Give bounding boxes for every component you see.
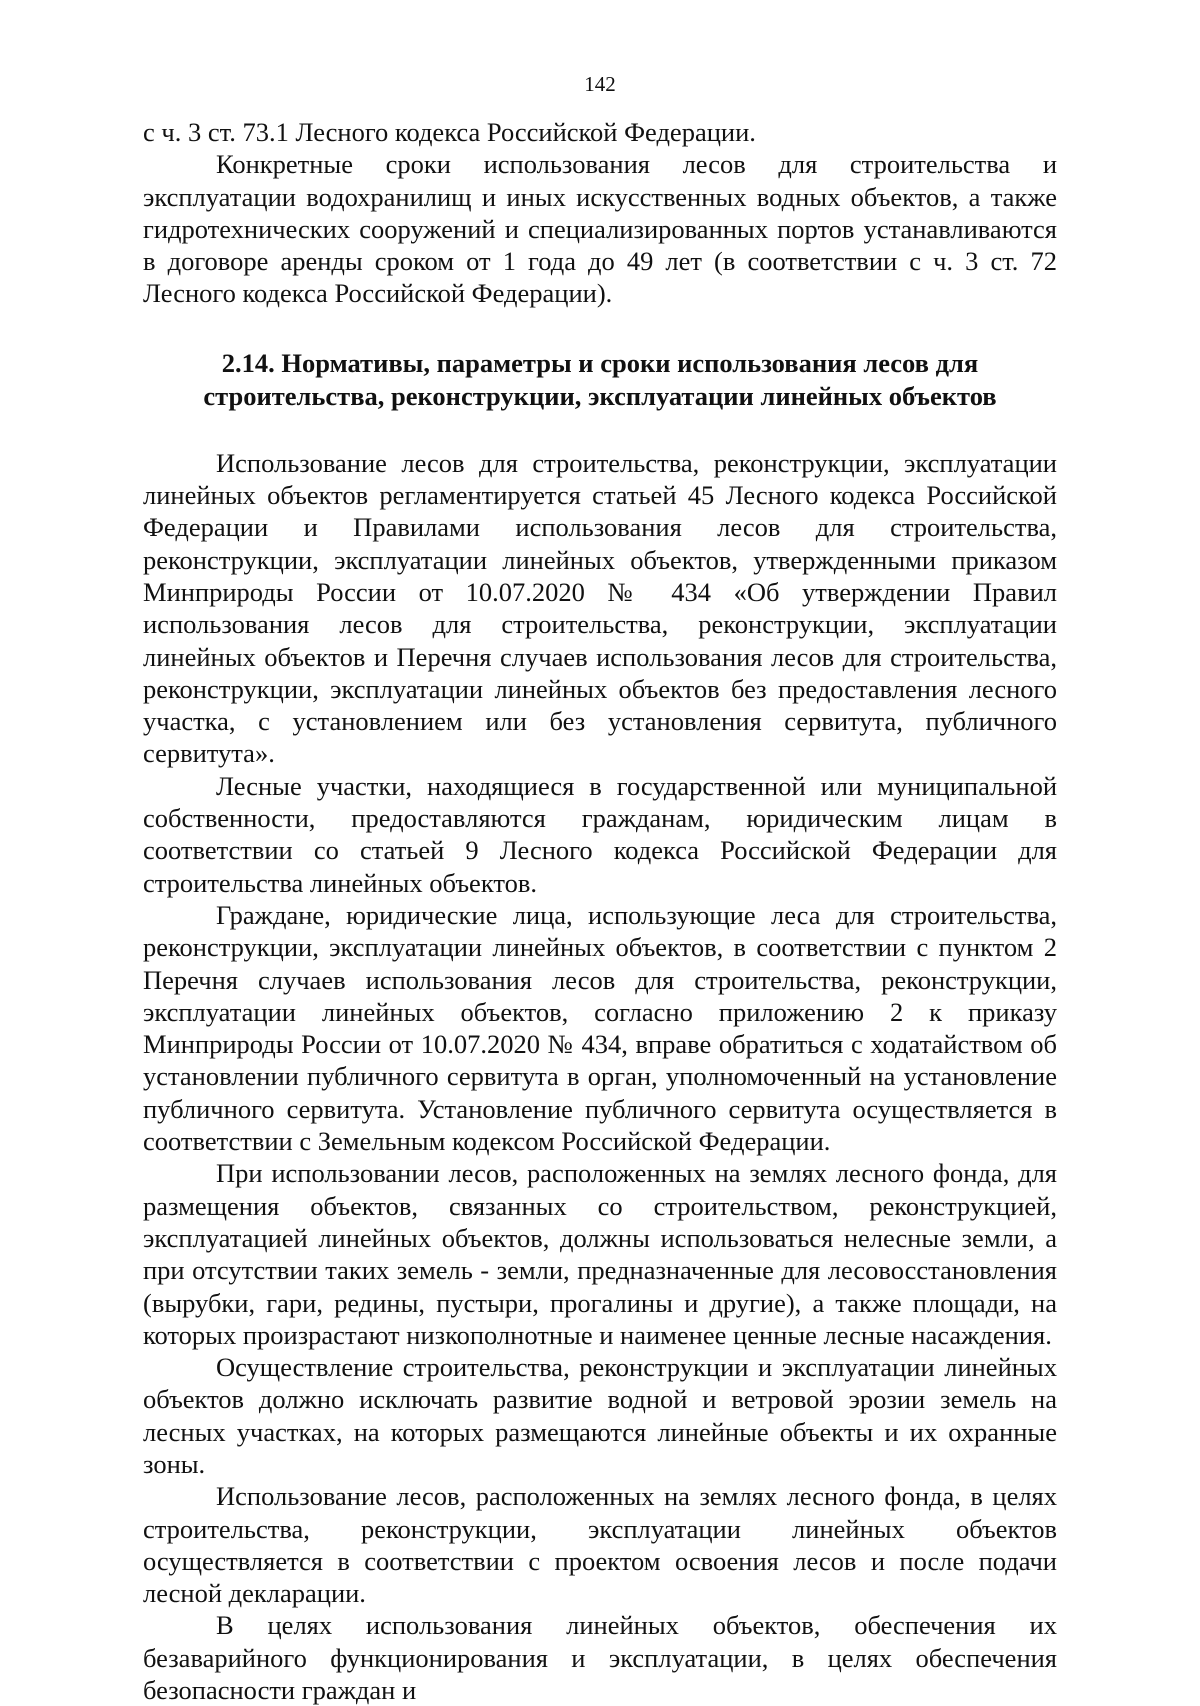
section-heading-line-2: строительства, реконструкции, эксплуатации линейных объектов [203, 380, 997, 411]
paragraph-development-project: Использование лесов, расположенных на землях лесного фонда, в целях строительства, реконструкции, эксплуатации линейных объектов осуществляется в соответствии с проектом освоения лесов и после подачи лесной декларации. [143, 1481, 1057, 1609]
section-heading [143, 347, 1057, 413]
paragraph-non-forest-lands: При использовании лесов, расположенных на землях лесного фонда, для размещения объектов, связанных со строительством, реконструкцией, эксплуатацией линейных объектов, должны использоваться нелесные земли, а при отсутствии таких земель - земли, предназначенные для лесовосстановления (вырубки, гари, редины, пустыри, прогалины и другие), а также площади, на которых произрастают низкополнотные и наименее ценные лесные насаждения. [143, 1158, 1057, 1350]
paragraph-reservoir-terms: Конкретные сроки использования лесов для строительства и эксплуатации водохранилищ и иных искусственных водных объектов, а также гидротехнических сооружений и специализированных портов устанавливаются в договоре аренды сроком от 1 года до 49 лет (в соответствии с ч. 3 ст. 72 Лесного кодекса Российской Федерации). [143, 149, 1057, 309]
section-heading-line-1: 2.14. Нормативы, параметры и сроки использования лесов для [221, 347, 979, 378]
paragraph-public-servitude: Граждане, юридические лица, использующие леса для строительства, реконструкции, эксплуатации линейных объектов, в соответствии с пунктом 2 Перечня случаев использования лесов для строительства, реконструкции, эксплуатации линейных объектов, согласно приложению 2 к приказу Минприроды России от 10.07.2020 № 434, вправе обратиться с ходатайством об установлении публичного сервитута в орган, уполномоченный на установление публичного сервитута. Установление публичного сервитута осуществляется в соответствии с Земельным кодексом Российской Федерации. [143, 899, 1057, 1157]
paragraph-continuation: с ч. 3 ст. 73.1 Лесного кодекса Российской Федерации. [143, 117, 756, 147]
paragraph-forest-plots: Лесные участки, находящиеся в государственной или муниципальной собственности, предоставляются гражданам, юридическим лицам в соответствии со статьей 9 Лесного кодекса Российской Федерации для строительства линейных объектов. [143, 770, 1057, 898]
paragraph-erosion: Осуществление строительства, реконструкции и эксплуатации линейных объектов должно исключать развитие водной и ветровой эрозии земель на лесных участках, на которых размещаются линейные объекты и их охранные зоны. [143, 1352, 1057, 1479]
document-body [143, 116, 1057, 1706]
page-number: 142 [584, 72, 616, 96]
paragraph-regulation: Использование лесов для строительства, реконструкции, эксплуатации линейных объектов регламентируется статьей 45 Лесного кодекса Российской Федерации и Правилами использования лесов для строительства, реконструкции, эксплуатации линейных объектов, утвержденными приказом Минприроды России от 10.07.2020 № 434 «Об утверждении Правил использования лесов для строительства, реконструкции, эксплуатации линейных объектов и Перечня случаев использования лесов для строительства, реконструкции, эксплуатации линейных объектов без предоставления лесного участка, с установлением или без установления сервитута, публичного сервитута». [143, 447, 1057, 769]
paragraph-safety: В целях использования линейных объектов, обеспечения их безаварийного функционирования и эксплуатации, в целях обеспечения безопасности граждан и [143, 1610, 1057, 1706]
